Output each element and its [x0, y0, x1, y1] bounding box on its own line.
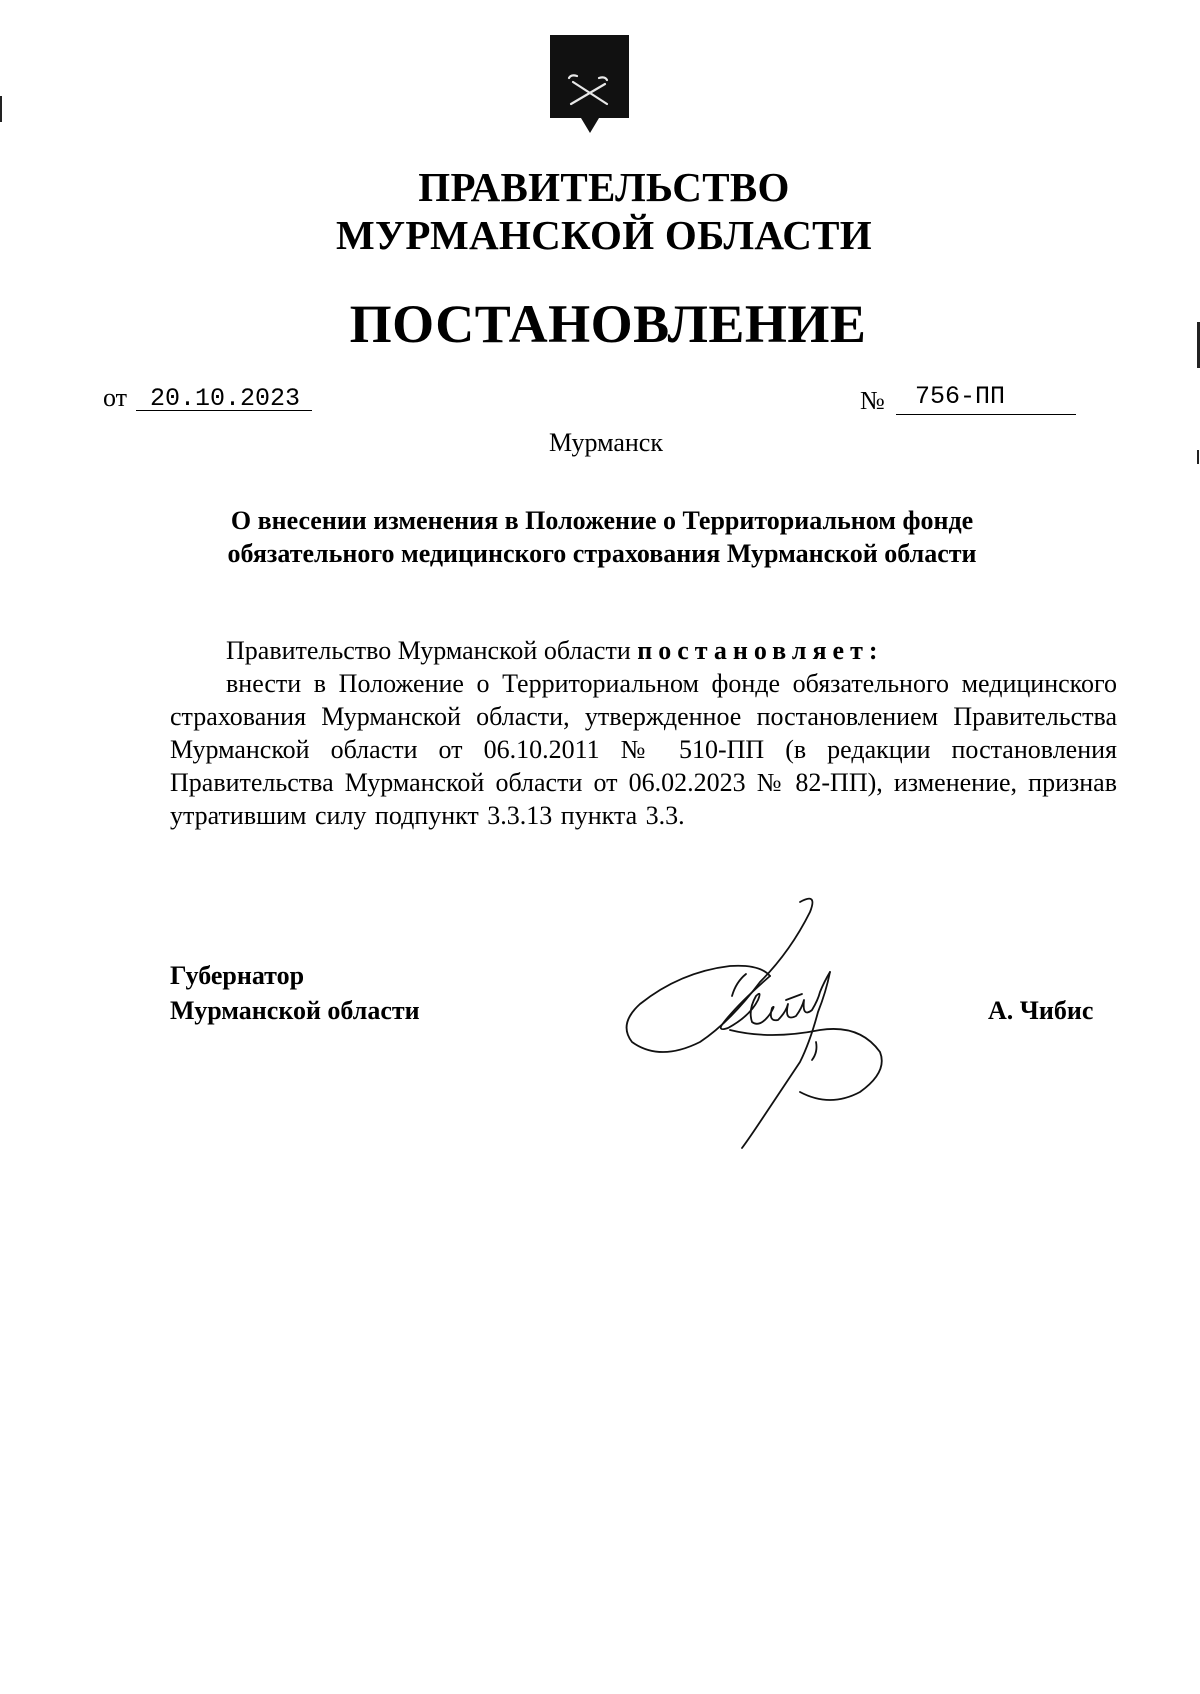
date-underline [136, 410, 312, 411]
number-underline [896, 414, 1076, 415]
signatory-position-line1: Губернатор [170, 961, 305, 990]
signatory-position-line2: Мурманской области [170, 996, 420, 1025]
document-subject [0, 504, 1200, 570]
date-prefix: от [103, 383, 128, 412]
resolution-paragraph: внести в Положение о Территориальном фонде обязательного медицинского страхования Мурманской области, утвержденное постановлением Правительства Мурманской области от 06.10.2011 № 510-ПП (в редакции постановления Правительства Мурманской области от 06.02.2023 № 82-ПП), изменение, признав утратившим силу подпункт 3.3.13 пункта 3.3. [170, 669, 1117, 830]
subject-line2: обязательного медицинского страхования Мурманской области [227, 539, 977, 568]
scan-edge-mark-left [0, 96, 2, 122]
resolution-keyword: постановляет: [637, 636, 884, 665]
signatory-position [170, 958, 420, 1028]
handwritten-signature [620, 892, 920, 1152]
document-body [170, 634, 1117, 832]
government-title-line1: ПРАВИТЕЛЬСТВО [418, 164, 790, 210]
subject-line1: О внесении изменения в Положение о Территориальном фонде [230, 506, 974, 535]
murmansk-coat-of-arms-icon [547, 32, 633, 134]
resolution-intro [170, 634, 1117, 667]
document-type-heading: ПОСТАНОВЛЕНИЕ [349, 294, 867, 354]
number-prefix: № [860, 386, 885, 415]
number-value: 756-ПП [915, 382, 1006, 411]
resolution-intro-text: Правительство Мурманской области [226, 636, 638, 665]
government-title [0, 163, 1200, 259]
signatory-name: А. Чибис [988, 996, 1094, 1025]
city: Мурманск [549, 428, 663, 457]
government-title-line2: МУРМАНСКОЙ ОБЛАСТИ [336, 212, 872, 258]
date-value: 20.10.2023 [150, 384, 301, 413]
coat-of-arms-icon [547, 32, 633, 134]
